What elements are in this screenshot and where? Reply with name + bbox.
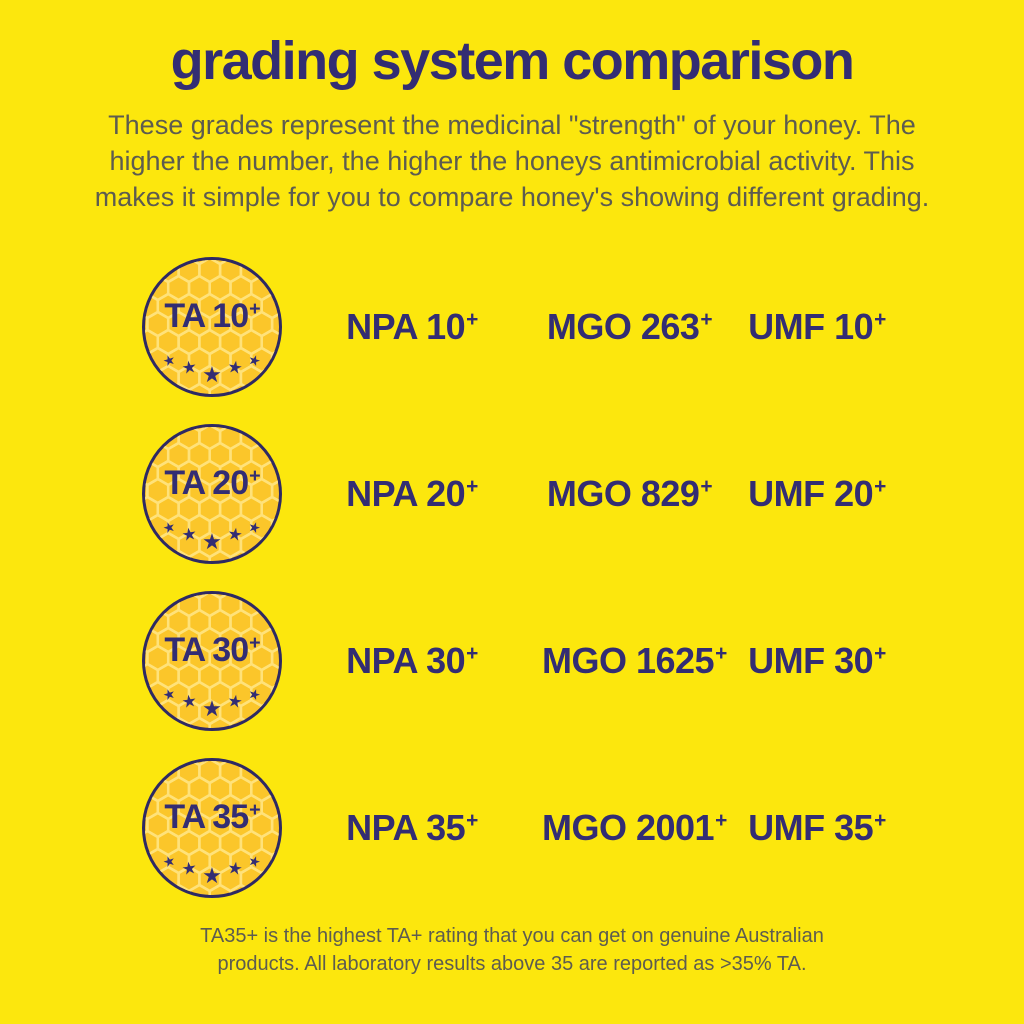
star-icon: ★ [225,858,244,880]
badge-grade-label: TA 20+ [164,464,260,503]
intro-text: These grades represent the medicinal "strength" of your honey. The higher the number, the higher the honeys antimicrobial activity. This makes it simple for you to compare honey's showing different grading. [94,110,930,212]
star-icon: ★ [180,858,199,880]
npa-grade-label: NPA 20+ [346,473,478,515]
plus-superscript: + [874,475,886,499]
plus-superscript: + [249,798,260,821]
plus-superscript: + [466,809,478,833]
mgo-grade-label: MGO 263+ [546,306,713,348]
plus-superscript: + [715,809,727,833]
plus-superscript: + [700,475,713,499]
npa-grade-label: NPA 35+ [346,807,478,849]
star-icon: ★ [180,524,199,546]
five-star-arc [142,517,282,555]
mgo-grade-label: MGO 1625+ [542,640,727,682]
mgo-grade-label: MGO 829+ [546,473,713,515]
star-icon: ★ [202,529,222,555]
umf-grade-label: UMF 10+ [748,306,886,348]
plus-superscript: + [249,631,260,654]
star-icon: ★ [225,524,244,546]
five-star-arc [142,350,282,388]
star-icon: ★ [160,684,178,704]
grade-row-ta10 [142,244,1024,411]
plus-superscript: + [466,642,478,666]
plus-superscript: + [700,308,713,332]
star-icon: ★ [225,691,244,713]
footer-note: TA35+ is the highest TA+ rating that you can get on genuine Australian products. All laboratory results above 35 are reported as >35% TA. [200,924,824,975]
star-icon: ★ [160,851,178,871]
grade-row-ta30 [142,578,1024,745]
badge-grade-label: TA 30+ [164,631,260,670]
star-icon: ★ [202,863,222,889]
star-icon: ★ [160,350,178,370]
plus-superscript: + [874,642,886,666]
plus-superscript: + [874,308,886,332]
star-icon: ★ [180,691,199,713]
grade-row-ta20 [142,411,1024,578]
star-icon: ★ [246,517,264,537]
ta20-badge [142,424,282,564]
umf-grade-label: UMF 35+ [748,807,886,849]
star-icon: ★ [180,357,199,379]
plus-superscript: + [715,642,727,666]
badge-grade-label: TA 35+ [164,798,260,837]
npa-grade-label: NPA 10+ [346,306,478,348]
five-star-arc [142,851,282,889]
plus-superscript: + [466,308,478,332]
npa-grade-label: NPA 30+ [346,640,478,682]
mgo-grade-label: MGO 2001+ [542,807,727,849]
star-icon: ★ [202,362,222,388]
plus-superscript: + [249,297,260,320]
grade-comparison-table [142,244,1024,912]
star-icon: ★ [246,684,264,704]
plus-superscript: + [466,475,478,499]
page-title: grading system comparison [170,31,854,91]
grade-row-ta35 [142,745,1024,912]
ta35-badge [142,758,282,898]
star-icon: ★ [246,350,264,370]
badge-grade-label: TA 10+ [164,297,260,336]
plus-superscript: + [249,464,260,487]
star-icon: ★ [202,696,222,722]
ta30-badge [142,591,282,731]
plus-superscript: + [874,809,886,833]
star-icon: ★ [225,357,244,379]
umf-grade-label: UMF 20+ [748,473,886,515]
five-star-arc [142,684,282,722]
ta10-badge [142,257,282,397]
star-icon: ★ [246,851,264,871]
umf-grade-label: UMF 30+ [748,640,886,682]
star-icon: ★ [160,517,178,537]
